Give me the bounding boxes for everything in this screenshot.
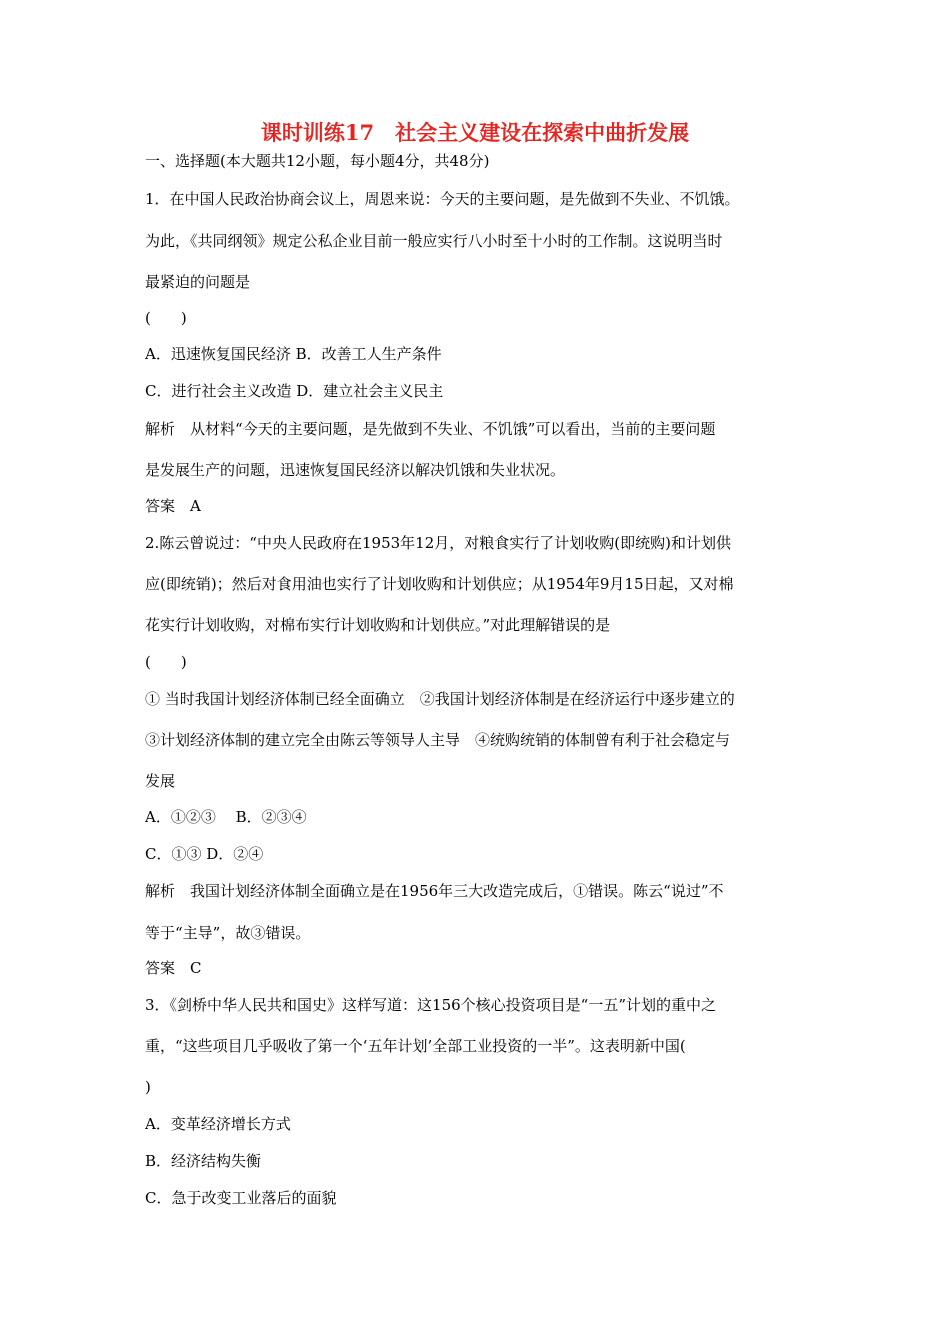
q3-stem-line: )	[145, 1078, 151, 1096]
q1-option-line: C．进行社会主义改造 D．建立社会主义民主	[145, 382, 444, 400]
q1-answer: 答案 A	[145, 497, 201, 515]
q2-analysis-line: 解析 我国计划经济体制全面确立是在1956年三大改造完成后，①错误。陈云“说过”不	[145, 882, 724, 900]
q2-option-line: A．①②③ B．②③④	[145, 808, 307, 826]
q2-statement-line: 发展	[145, 772, 176, 790]
q3-option-line: C．急于改变工业落后的面貌	[145, 1189, 337, 1207]
q2-statement-line: ③计划经济体制的建立完全由陈云等领导人主导 ④统购统销的体制曾有利于社会稳定与	[145, 731, 731, 749]
q2-answer: 答案 C	[145, 959, 202, 977]
q1-stem-line: 最紧迫的问题是	[145, 273, 251, 291]
q1-analysis-line: 解析 从材料“今天的主要问题，是先做到不失业、不饥饿”可以看出，当前的主要问题	[145, 420, 716, 438]
page-title: 课时训练17 社会主义建设在探索中曲折发展	[260, 120, 690, 145]
q3-stem-line: 3．《剑桥中华人民共和国史》这样写道：这156个核心投资项目是“一五”计划的重中之	[145, 996, 717, 1014]
q1-stem-line: 为此，《共同纲领》规定公私企业目前一般应实行八小时至十小时的工作制。这说明当时	[145, 232, 723, 250]
section-heading: 一、选择题(本大题共12小题，每小题4分，共48分)	[145, 152, 490, 170]
q1-answer-blank: ( )	[145, 309, 187, 327]
q2-stem-line: 2.陈云曾说过：“中央人民政府在1953年12月，对粮食实行了计划收购(即统购)和计划供	[145, 534, 731, 552]
q2-analysis-line: 等于“主导”，故③错误。	[145, 924, 311, 942]
q1-option-line: A．迅速恢复国民经济 B．改善工人生产条件	[145, 345, 442, 363]
q3-stem-line: 重，“这些项目几乎吸收了第一个‘五年计划’全部工业投资的一半”。这表明新中国(	[145, 1037, 686, 1055]
q2-statement-line: ① 当时我国计划经济体制已经全面确立 ②我国计划经济体制是在经济运行中逐步建立的	[145, 690, 735, 708]
q1-analysis-line: 是发展生产的问题，迅速恢复国民经济以解决饥饿和失业状况。	[145, 461, 566, 479]
q2-stem-line: 花实行计划收购，对棉布实行计划收购和计划供应。”对此理解错误的是	[145, 616, 611, 634]
q3-option-line: B．经济结构失衡	[145, 1152, 262, 1170]
q2-answer-blank: ( )	[145, 653, 187, 671]
q2-stem-line: 应(即统销)；然后对食用油也实行了计划收购和计划供应；从1954年9月15日起，又对棉	[145, 575, 734, 593]
q1-stem-line: 1．在中国人民政治协商会议上，周恩来说：今天的主要问题，是先做到不失业、不饥饿。	[145, 190, 740, 208]
q2-option-line: C．①③ D．②④	[145, 845, 264, 863]
q3-option-line: A．变革经济增长方式	[145, 1115, 291, 1133]
